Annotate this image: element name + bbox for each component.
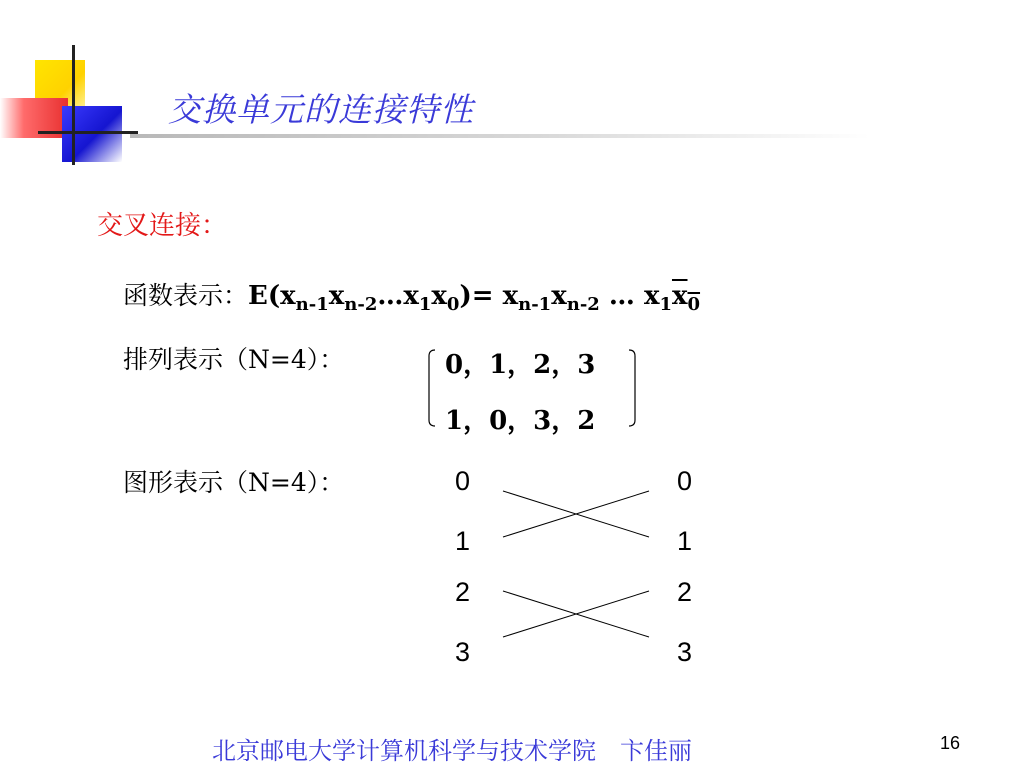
page-number: 16 <box>940 733 961 753</box>
output-node-3: 3 <box>677 637 693 667</box>
output-node-0: 0 <box>677 466 693 496</box>
permutation-label: 排列表示（N=4）： <box>123 345 345 374</box>
permutation-top-row: 0，1，2，3 <box>445 350 596 380</box>
section-title: 交叉连接： <box>97 211 228 241</box>
output-node-1: 1 <box>677 526 693 556</box>
function-label: 函数表示： <box>123 281 249 310</box>
permutation-bottom-row: 1，0，3，2 <box>445 406 596 436</box>
footer-text: 北京邮电大学计算机科学与技术学院 卞佳丽 <box>212 737 692 765</box>
output-node-2: 2 <box>677 577 693 607</box>
negated-x0: $x_0$ <box>671 281 701 315</box>
input-node-0: 0 <box>455 466 471 496</box>
input-node-2: 2 <box>455 577 471 607</box>
slide-title: 交换单元的连接特性 <box>168 90 474 129</box>
graph-label: 图形表示（N=4）： <box>123 468 345 497</box>
input-node-1: 1 <box>455 526 471 556</box>
function-expression: $E(x_{n-1}x_{n-2}\dots x_1x_0)= x_{n-1}x_{n-2}$ … $x_1x_0$ <box>248 281 701 315</box>
input-node-3: 3 <box>455 637 471 667</box>
